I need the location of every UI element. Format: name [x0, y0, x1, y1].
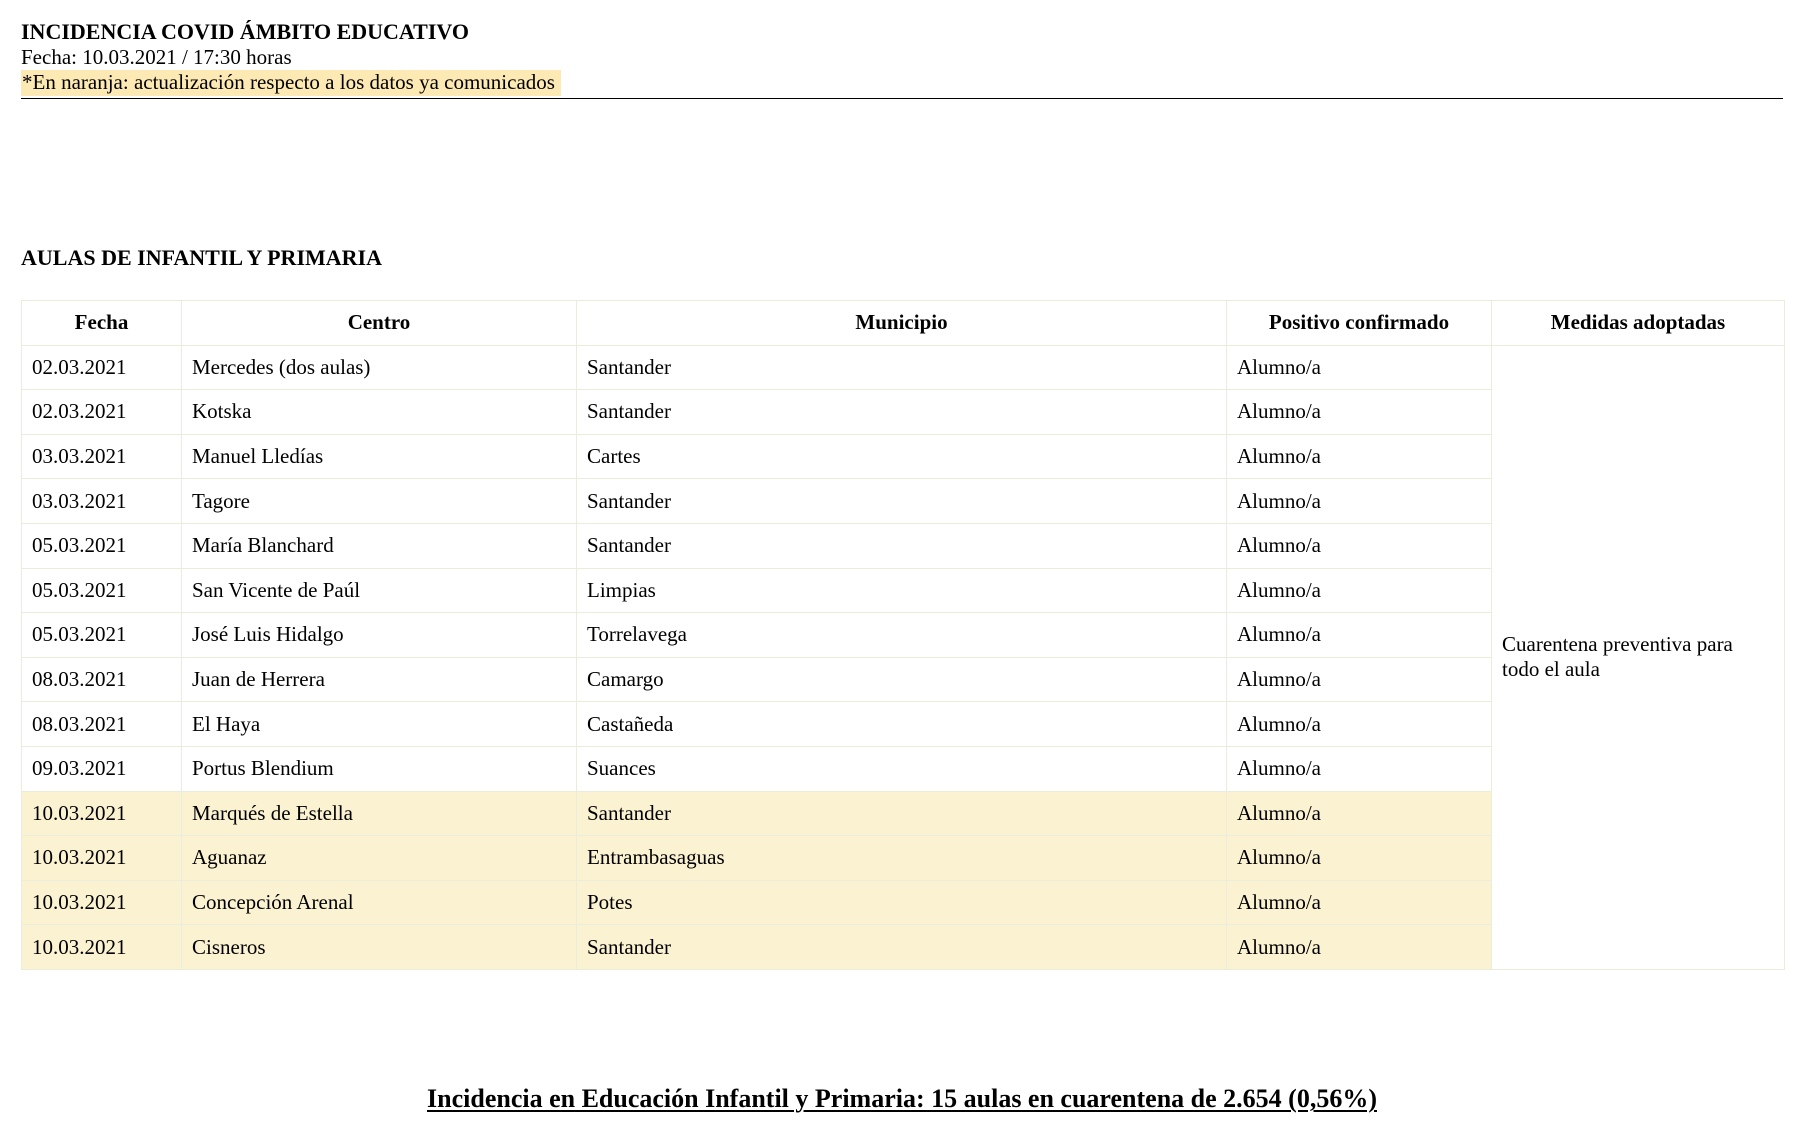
incidence-summary-text: Incidencia en Educación Infantil y Primaria: 15 aulas en cuarentena de 2.654 (0,56%): [427, 1084, 1377, 1113]
cell-positivo: Alumno/a: [1227, 746, 1492, 791]
cell-centro: San Vicente de Paúl: [182, 568, 577, 613]
cell-centro: Portus Blendium: [182, 746, 577, 791]
table-header-row: [22, 301, 1785, 346]
cell-positivo: Alumno/a: [1227, 523, 1492, 568]
cell-centro: Cisneros: [182, 925, 577, 970]
cell-fecha: 05.03.2021: [22, 613, 182, 658]
column-header-municipio: Municipio: [577, 301, 1227, 346]
cell-centro: Marqués de Estella: [182, 791, 577, 836]
column-header-medidas: Medidas adoptadas: [1492, 301, 1785, 346]
cell-fecha: 02.03.2021: [22, 345, 182, 390]
cell-positivo: Alumno/a: [1227, 345, 1492, 390]
header-divider: [21, 98, 1783, 99]
section-title: AULAS DE INFANTIL Y PRIMARIA: [21, 245, 382, 270]
cell-fecha: 10.03.2021: [22, 791, 182, 836]
cell-municipio: Santander: [577, 345, 1227, 390]
cell-fecha: 10.03.2021: [22, 880, 182, 925]
column-header-centro: Centro: [182, 301, 577, 346]
cell-municipio: Santander: [577, 523, 1227, 568]
cell-centro: María Blanchard: [182, 523, 577, 568]
cell-centro: Tagore: [182, 479, 577, 524]
cell-municipio: Castañeda: [577, 702, 1227, 747]
cell-municipio: Santander: [577, 925, 1227, 970]
cell-municipio: Cartes: [577, 434, 1227, 479]
cell-centro: Mercedes (dos aulas): [182, 345, 577, 390]
cell-municipio: Potes: [577, 880, 1227, 925]
cell-positivo: Alumno/a: [1227, 434, 1492, 479]
cell-fecha: 03.03.2021: [22, 479, 182, 524]
cell-fecha: 03.03.2021: [22, 434, 182, 479]
cell-positivo: Alumno/a: [1227, 568, 1492, 613]
cell-municipio: Santander: [577, 791, 1227, 836]
cell-positivo: Alumno/a: [1227, 613, 1492, 658]
cell-positivo: Alumno/a: [1227, 702, 1492, 747]
cell-centro: Juan de Herrera: [182, 657, 577, 702]
cell-fecha: 10.03.2021: [22, 836, 182, 881]
column-header-positivo: Positivo confirmado: [1227, 301, 1492, 346]
cell-fecha: 08.03.2021: [22, 702, 182, 747]
cell-centro: Aguanaz: [182, 836, 577, 881]
table-row: [22, 345, 1785, 390]
cell-positivo: Alumno/a: [1227, 390, 1492, 435]
cell-municipio: Santander: [577, 390, 1227, 435]
cell-municipio: Camargo: [577, 657, 1227, 702]
cell-municipio: Torrelavega: [577, 613, 1227, 658]
cell-centro: Manuel Lledías: [182, 434, 577, 479]
column-header-fecha: Fecha: [22, 301, 182, 346]
cell-medidas-adoptadas: Cuarentena preventiva para todo el aula: [1492, 345, 1785, 969]
cell-municipio: Entrambasaguas: [577, 836, 1227, 881]
cell-positivo: Alumno/a: [1227, 925, 1492, 970]
cell-centro: José Luis Hidalgo: [182, 613, 577, 658]
cell-fecha: 05.03.2021: [22, 523, 182, 568]
document-header: [21, 19, 1783, 96]
cell-municipio: Santander: [577, 479, 1227, 524]
cell-centro: Kotska: [182, 390, 577, 435]
cell-positivo: Alumno/a: [1227, 791, 1492, 836]
table-body: [22, 345, 1785, 969]
update-legend-note: *En naranja: actualización respecto a los datos ya comunicados: [21, 70, 561, 96]
cell-fecha: 05.03.2021: [22, 568, 182, 613]
cell-centro: Concepción Arenal: [182, 880, 577, 925]
cell-positivo: Alumno/a: [1227, 836, 1492, 881]
cell-positivo: Alumno/a: [1227, 657, 1492, 702]
cell-fecha: 10.03.2021: [22, 925, 182, 970]
cell-municipio: Limpias: [577, 568, 1227, 613]
document-title: INCIDENCIA COVID ÁMBITO EDUCATIVO: [21, 19, 469, 44]
incidents-table: [21, 300, 1785, 970]
cell-municipio: Suances: [577, 746, 1227, 791]
incidence-summary: [0, 1084, 1804, 1114]
cell-fecha: 02.03.2021: [22, 390, 182, 435]
cell-fecha: 08.03.2021: [22, 657, 182, 702]
cell-centro: El Haya: [182, 702, 577, 747]
report-date: Fecha: 10.03.2021 / 17:30 horas: [21, 45, 292, 69]
cell-positivo: Alumno/a: [1227, 479, 1492, 524]
cell-fecha: 09.03.2021: [22, 746, 182, 791]
cell-positivo: Alumno/a: [1227, 880, 1492, 925]
